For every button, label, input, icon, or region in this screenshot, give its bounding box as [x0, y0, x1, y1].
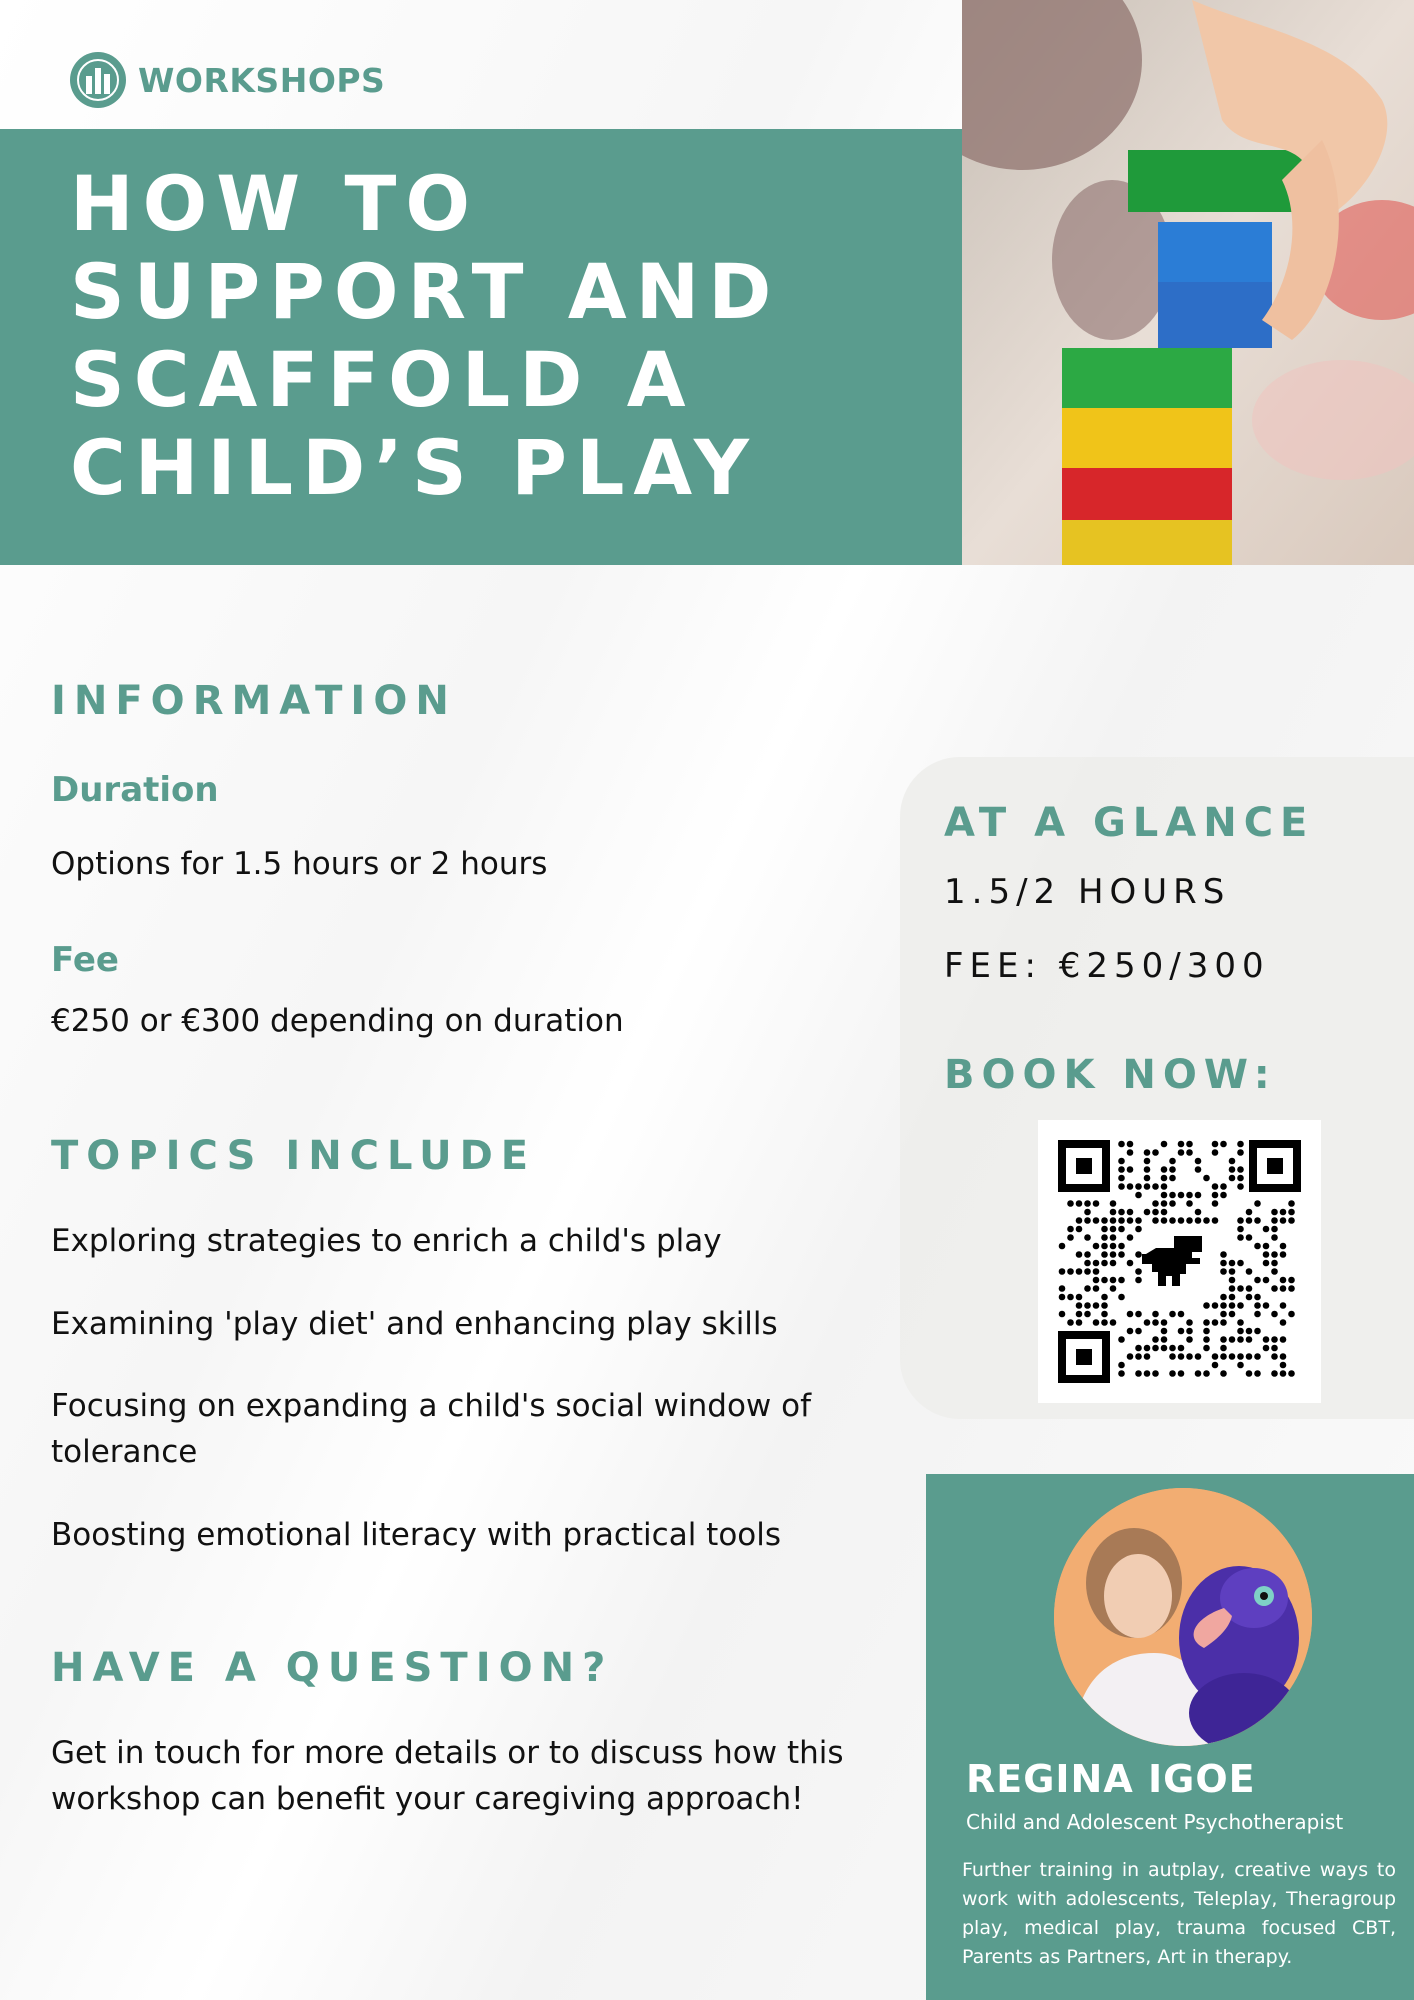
qr-code-icon	[1038, 1120, 1321, 1403]
question-heading: HAVE A QUESTION?	[51, 1645, 614, 1691]
topic-item: Examining 'play diet' and enhancing play skills	[51, 1306, 778, 1342]
hero-photo	[962, 0, 1414, 565]
booking-qr-code[interactable]	[1038, 1120, 1321, 1403]
duration-text: Options for 1.5 hours or 2 hours	[51, 846, 548, 882]
topics-heading: TOPICS INCLUDE	[51, 1133, 537, 1179]
title-line: SCAFFOLD A	[70, 335, 695, 424]
brand-label: WORKSHOPS	[138, 60, 386, 100]
information-heading: INFORMATION	[51, 678, 457, 724]
title-line: SUPPORT AND	[70, 247, 781, 336]
title-line: CHILD’S PLAY	[70, 423, 758, 512]
fee-text: €250 or €300 depending on duration	[51, 1003, 624, 1039]
page-title	[70, 160, 950, 512]
fee-label: Fee	[51, 940, 119, 980]
building-logo-icon	[70, 52, 126, 108]
presenter-photo	[1054, 1488, 1312, 1746]
topic-item: Exploring strategies to enrich a child's play	[51, 1223, 722, 1259]
title-line: HOW TO	[70, 159, 479, 248]
presenter-bio: Further training in autplay, creative ways to work with adolescents, Teleplay, Theragroup play, medical play, trauma focused CBT, Parents as Partners, Art in therapy.	[962, 1859, 1396, 1968]
presenter-role: Child and Adolescent Psychotherapist	[966, 1810, 1344, 1834]
topic-item: Focusing on expanding a child's social window of tolerance	[51, 1388, 812, 1470]
book-now-heading: BOOK NOW:	[944, 1052, 1277, 1098]
glance-heading: AT A GLANCE	[944, 800, 1315, 846]
glance-hours: 1.5/2 HOURS	[944, 872, 1231, 912]
topic-item: Boosting emotional literacy with practical tools	[51, 1517, 782, 1553]
duration-label: Duration	[51, 770, 219, 810]
presenter-name: REGINA IGOE	[966, 1757, 1256, 1801]
glance-fee: FEE: €250/300	[944, 946, 1270, 986]
question-text: Get in touch for more details or to discuss how this workshop can benefit your caregiving approach!	[51, 1735, 844, 1817]
brand	[70, 52, 385, 108]
